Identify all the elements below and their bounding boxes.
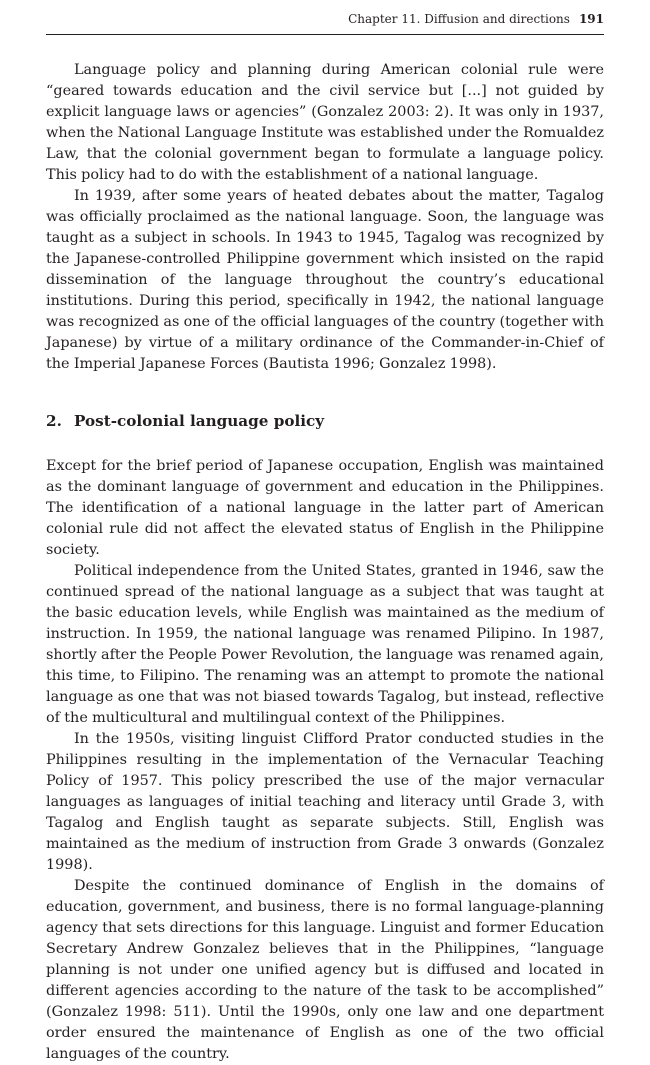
section-heading: [46, 410, 604, 432]
running-header: [46, 10, 604, 35]
chapter-title: Chapter 11. Diffusion and directions: [348, 12, 570, 26]
paragraph: In 1939, after some years of heated debates about the matter, Tagalog was officially proclaimed as the national language. Soon, the language was taught as a subject in schools. In 1943 to 1945, Tagalog was recognized by the Japanese-controlled Philippine government which insisted on the rapid dissemination of the language throughout the country’s educational institutions. During this period, specifically in 1942, the national language was recognized as one of the official languages of the country (together with Japanese) by virtue of a military ordinance of the Commander-in-Chief of the Imperial Japanese Forces (Bautista 1996; Gonzalez 1998).: [46, 188, 604, 372]
section-title: Post-colonial language policy: [74, 412, 325, 430]
paragraph: Except for the brief period of Japanese occupation, English was maintained as the dominant language of government and education in the Philippines. The identification of a national language in the latter part of American colonial rule did not affect the elevated status of English in the Philippine society.: [46, 458, 604, 558]
paragraph: Political independence from the United States, granted in 1946, saw the continued spread of the national language as a subject that was taught at the basic education levels, while English was maintained as the medium of instruction. In 1959, the national language was renamed Pilipino. In 1987, shortly after the People Power Revolution, the language was renamed again, this time, to Filipino. The renaming was an attempt to promote the national language as one that was not biased towards Tagalog, but instead, reflective of the multicultural and multilingual context of the Philippines.: [46, 563, 604, 726]
page-number: 191: [578, 12, 604, 26]
page-body: [46, 60, 604, 1065]
section-number: 2.: [46, 412, 62, 430]
paragraph: Language policy and planning during American colonial rule were “geared towards education and the civil service but [...] not guided by explicit language laws or agencies” (Gonzalez 2003: 2). It was only in 1937, when the National Language Institute was established under the Romualdez Law, that the colonial government began to formulate a language policy. This policy had to do with the establishment of a national language.: [46, 62, 604, 183]
paragraph: Despite the continued dominance of English in the domains of education, government, and business, there is no formal language-planning agency that sets directions for this language. Linguist and former Education Secretary Andrew Gonzalez believes that in the Philippines, “language planning is not under one unified agency but is diffused and located in different agencies according to the nature of the task to be accomplished” (Gonzalez 1998: 511). Until the 1990s, only one law and one department order ensured the maintenance of English as one of the two official languages of the country.: [46, 878, 604, 1062]
paragraph: In the 1950s, visiting linguist Clifford Prator conducted studies in the Philippines resulting in the implementation of the Vernacular Teaching Policy of 1957. This policy prescribed the use of the major vernacular languages as languages of initial teaching and literacy until Grade 3, with Tagalog and English taught as separate subjects. Still, English was maintained as the medium of instruction from Grade 3 onwards (Gonzalez 1998).: [46, 731, 604, 873]
